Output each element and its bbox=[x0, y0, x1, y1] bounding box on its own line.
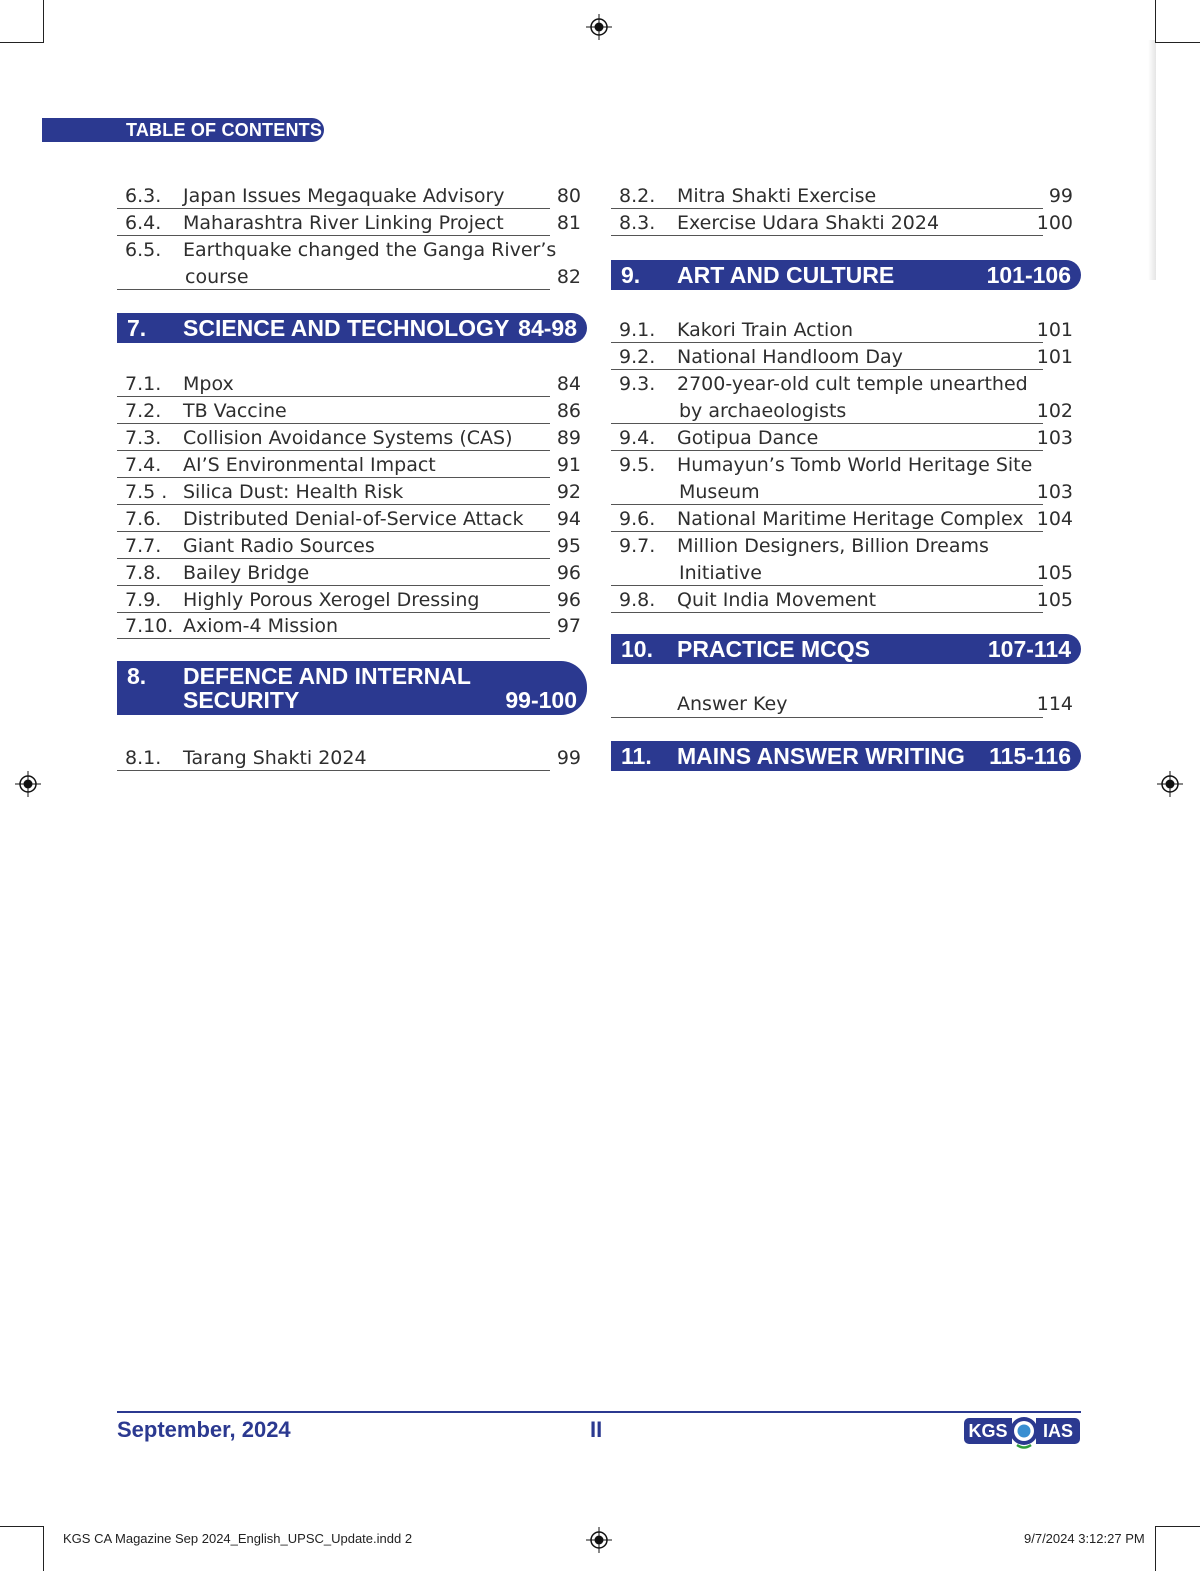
entry-page: 104 bbox=[1036, 508, 1073, 530]
crop-mark bbox=[43, 0, 44, 43]
entry-title: Answer Key bbox=[677, 693, 788, 715]
section-pages: 99-100 bbox=[505, 687, 577, 713]
entry-number: 6.3. bbox=[125, 185, 162, 207]
entry-underline bbox=[117, 208, 550, 209]
entry-page: 99 bbox=[1048, 185, 1073, 207]
logo-left-text: KGS bbox=[968, 1421, 1008, 1441]
entry-page: 95 bbox=[556, 535, 581, 557]
section-pages: 115-116 bbox=[989, 743, 1071, 769]
section-number: 10. bbox=[621, 636, 653, 662]
entry-title: 2700-year-old cult temple unearthed bbox=[677, 373, 1028, 395]
entry-page: 91 bbox=[556, 454, 581, 476]
entry-title: TB Vaccine bbox=[183, 400, 287, 422]
registration-mark-icon bbox=[586, 1527, 612, 1553]
entry-title: Maharashtra River Linking Project bbox=[183, 212, 504, 234]
entry-underline bbox=[117, 477, 550, 478]
footer-page-number: II bbox=[590, 1417, 603, 1442]
toc-entry-7-9[interactable] bbox=[117, 587, 587, 613]
entry-number: 7.8. bbox=[125, 562, 162, 584]
entry-title: Mitra Shakti Exercise bbox=[677, 185, 877, 207]
registration-mark-icon bbox=[15, 771, 41, 797]
entry-underline bbox=[117, 396, 550, 397]
entry-number: 7.3. bbox=[125, 427, 162, 449]
entry-title: Distributed Denial-of-Service Attack bbox=[183, 508, 524, 530]
entry-underline bbox=[611, 585, 1043, 586]
entry-underline bbox=[611, 369, 1043, 370]
section-title: SCIENCE AND TECHNOLOGY bbox=[183, 315, 510, 341]
footer-date: September, 2024 bbox=[117, 1417, 291, 1442]
toc-entry-6-3[interactable] bbox=[117, 183, 587, 209]
toc-entry-7-8[interactable] bbox=[117, 560, 587, 586]
section-bar-9[interactable] bbox=[611, 260, 1081, 290]
crop-mark bbox=[1155, 0, 1156, 43]
entry-number: 9.6. bbox=[619, 508, 656, 530]
entry-number: 7.5 . bbox=[125, 481, 168, 503]
entry-number: 7.10. bbox=[125, 615, 174, 637]
section-number: 8. bbox=[127, 663, 147, 689]
entry-underline bbox=[117, 770, 550, 771]
entry-page: 100 bbox=[1036, 212, 1073, 234]
logo-right-text: IAS bbox=[1042, 1421, 1073, 1441]
toc-entry-7-4[interactable] bbox=[117, 452, 587, 478]
toc-entry-7-10[interactable] bbox=[117, 613, 587, 639]
registration-mark-icon bbox=[1157, 771, 1183, 797]
toc-entry-7-3[interactable] bbox=[117, 425, 587, 451]
section-pages: 101-106 bbox=[986, 262, 1071, 288]
entry-number: 7.6. bbox=[125, 508, 162, 530]
section-number: 9. bbox=[621, 262, 641, 288]
entry-number: 9.7. bbox=[619, 535, 656, 557]
entry-number: 8.2. bbox=[619, 185, 656, 207]
crop-mark bbox=[1155, 1526, 1156, 1571]
entry-page: 92 bbox=[556, 481, 581, 503]
toc-entry-7-2[interactable] bbox=[117, 398, 587, 424]
toc-entry-9-5[interactable] bbox=[611, 452, 1081, 506]
logo-right-block bbox=[1036, 1418, 1080, 1444]
toc-entry-9-2[interactable] bbox=[611, 344, 1081, 370]
logo-left-block bbox=[964, 1418, 1012, 1444]
crop-mark bbox=[1156, 1526, 1200, 1527]
section-number: 7. bbox=[127, 315, 147, 341]
section-bar-11[interactable] bbox=[611, 741, 1081, 771]
toc-entry-7-1[interactable] bbox=[117, 371, 587, 397]
entry-number: 9.3. bbox=[619, 373, 656, 395]
entry-page: 101 bbox=[1036, 346, 1073, 368]
entry-underline bbox=[117, 450, 550, 451]
crop-mark bbox=[0, 1526, 43, 1527]
entry-title-continued: course bbox=[185, 266, 249, 288]
print-slug-filename: KGS CA Magazine Sep 2024_English_UPSC_Update.indd 2 bbox=[63, 1531, 413, 1546]
entry-page: 99 bbox=[556, 747, 581, 769]
toc-entry-7-7[interactable] bbox=[117, 533, 587, 559]
entry-underline bbox=[117, 638, 550, 639]
crop-mark bbox=[43, 1526, 44, 1571]
section-title-continued: SECURITY bbox=[183, 687, 300, 713]
entry-number: 8.1. bbox=[125, 747, 162, 769]
section-bar-8[interactable] bbox=[117, 661, 587, 715]
section-title: PRACTICE MCQS bbox=[677, 636, 870, 662]
toc-entry-8-3[interactable] bbox=[611, 210, 1081, 236]
toc-entry-7-5[interactable] bbox=[117, 479, 587, 505]
entry-page: 94 bbox=[556, 508, 581, 530]
entry-underline bbox=[611, 423, 1043, 424]
entry-title: Exercise Udara Shakti 2024 bbox=[677, 212, 940, 234]
entry-page: 105 bbox=[1036, 562, 1073, 584]
entry-underline bbox=[117, 423, 550, 424]
entry-number: 9.5. bbox=[619, 454, 656, 476]
entry-underline bbox=[117, 531, 550, 532]
entry-title: National Maritime Heritage Complex bbox=[677, 508, 1024, 530]
entry-title: Million Designers, Billion Dreams bbox=[677, 535, 989, 557]
entry-number: 9.1. bbox=[619, 319, 656, 341]
toc-entry-9-4[interactable] bbox=[611, 425, 1081, 451]
entry-title: Japan Issues Megaquake Advisory bbox=[183, 185, 505, 207]
entry-page: 89 bbox=[556, 427, 581, 449]
toc-entry-9-6[interactable] bbox=[611, 506, 1081, 532]
section-number: 11. bbox=[621, 743, 652, 769]
toc-entry-9-7[interactable] bbox=[611, 533, 1081, 587]
toc-entry-6-5[interactable] bbox=[117, 237, 587, 291]
entry-number: 6.4. bbox=[125, 212, 162, 234]
entry-page: 105 bbox=[1036, 589, 1073, 611]
entry-title: Silica Dust: Health Risk bbox=[183, 481, 404, 503]
entry-title-continued: Museum bbox=[679, 481, 760, 503]
section-pages: 107-114 bbox=[987, 636, 1071, 662]
entry-page: 80 bbox=[556, 185, 581, 207]
entry-title: Gotipua Dance bbox=[677, 427, 819, 449]
entry-page: 82 bbox=[556, 266, 581, 288]
entry-page: 101 bbox=[1036, 319, 1073, 341]
section-title: ART AND CULTURE bbox=[677, 262, 895, 288]
entry-title-continued: by archaeologists bbox=[679, 400, 847, 422]
toc-header-tab: TABLE OF CONTENTS bbox=[42, 118, 324, 142]
entry-title: Bailey Bridge bbox=[183, 562, 310, 584]
entry-title: AI’S Environmental Impact bbox=[183, 454, 436, 476]
entry-page: 96 bbox=[556, 562, 581, 584]
entry-title: National Handloom Day bbox=[677, 346, 903, 368]
entry-number: 9.2. bbox=[619, 346, 656, 368]
entry-page: 97 bbox=[556, 615, 581, 637]
entry-title: Axiom-4 Mission bbox=[183, 615, 339, 637]
section-title: MAINS ANSWER WRITING bbox=[677, 743, 965, 769]
entry-underline bbox=[611, 504, 1043, 505]
entry-title: Kakori Train Action bbox=[677, 319, 853, 341]
page-edge-shadow bbox=[1148, 40, 1156, 280]
entry-number: 7.7. bbox=[125, 535, 162, 557]
entry-title: Humayun’s Tomb World Heritage Site bbox=[677, 454, 1033, 476]
section-bar-10[interactable] bbox=[611, 634, 1081, 664]
entry-underline bbox=[611, 342, 1043, 343]
entry-number: 7.4. bbox=[125, 454, 162, 476]
entry-page: 86 bbox=[556, 400, 581, 422]
entry-underline bbox=[611, 612, 1043, 613]
entry-title: Highly Porous Xerogel Dressing bbox=[183, 589, 480, 611]
entry-number: 6.5. bbox=[125, 239, 162, 261]
entry-underline bbox=[611, 235, 1043, 236]
entry-underline bbox=[611, 717, 1043, 718]
entry-number: 7.2. bbox=[125, 400, 162, 422]
entry-underline bbox=[117, 585, 550, 586]
toc-entry-answer-key[interactable] bbox=[611, 691, 1081, 717]
entry-underline bbox=[117, 235, 550, 236]
entry-number: 7.1. bbox=[125, 373, 162, 395]
entry-page: 103 bbox=[1036, 427, 1073, 449]
entry-number: 8.3. bbox=[619, 212, 656, 234]
entry-underline bbox=[611, 208, 1043, 209]
toc-entry-9-3[interactable] bbox=[611, 371, 1081, 425]
print-slug-timestamp: 9/7/2024 3:12:27 PM bbox=[1024, 1531, 1145, 1546]
entry-page: 84 bbox=[556, 373, 581, 395]
toc-entry-8-1[interactable] bbox=[117, 745, 587, 771]
entry-title: Earthquake changed the Ganga River’s bbox=[183, 239, 557, 261]
entry-page: 103 bbox=[1036, 481, 1073, 503]
entry-page: 114 bbox=[1036, 693, 1073, 715]
entry-underline bbox=[611, 450, 1043, 451]
toc-entry-9-1[interactable] bbox=[611, 317, 1081, 343]
entry-number: 7.9. bbox=[125, 589, 162, 611]
kgs-ias-logo bbox=[964, 1414, 1080, 1450]
toc-entry-6-4[interactable] bbox=[117, 210, 587, 236]
entry-title: Giant Radio Sources bbox=[183, 535, 375, 557]
entry-title: Tarang Shakti 2024 bbox=[183, 747, 367, 769]
crop-mark bbox=[1156, 42, 1200, 43]
crop-mark bbox=[0, 42, 43, 43]
entry-underline bbox=[117, 558, 550, 559]
entry-page: 96 bbox=[556, 589, 581, 611]
entry-page: 81 bbox=[556, 212, 581, 234]
toc-entry-8-2[interactable] bbox=[611, 183, 1081, 209]
section-title: DEFENCE AND INTERNAL bbox=[183, 663, 471, 689]
entry-page: 102 bbox=[1036, 400, 1073, 422]
entry-underline bbox=[117, 504, 550, 505]
entry-underline bbox=[611, 531, 1043, 532]
entry-title: Mpox bbox=[183, 373, 234, 395]
section-bar-7[interactable] bbox=[117, 313, 587, 343]
entry-number: 9.8. bbox=[619, 589, 656, 611]
section-pages: 84-98 bbox=[518, 315, 577, 341]
registration-mark-icon bbox=[586, 14, 612, 40]
entry-title: Quit India Movement bbox=[677, 589, 877, 611]
entry-number: 9.4. bbox=[619, 427, 656, 449]
entry-title-continued: Initiative bbox=[679, 562, 762, 584]
toc-entry-7-6[interactable] bbox=[117, 506, 587, 532]
footer-rule bbox=[117, 1411, 1081, 1413]
entry-underline bbox=[117, 289, 550, 290]
toc-entry-9-8[interactable] bbox=[611, 587, 1081, 613]
entry-title: Collision Avoidance Systems (CAS) bbox=[183, 427, 513, 449]
